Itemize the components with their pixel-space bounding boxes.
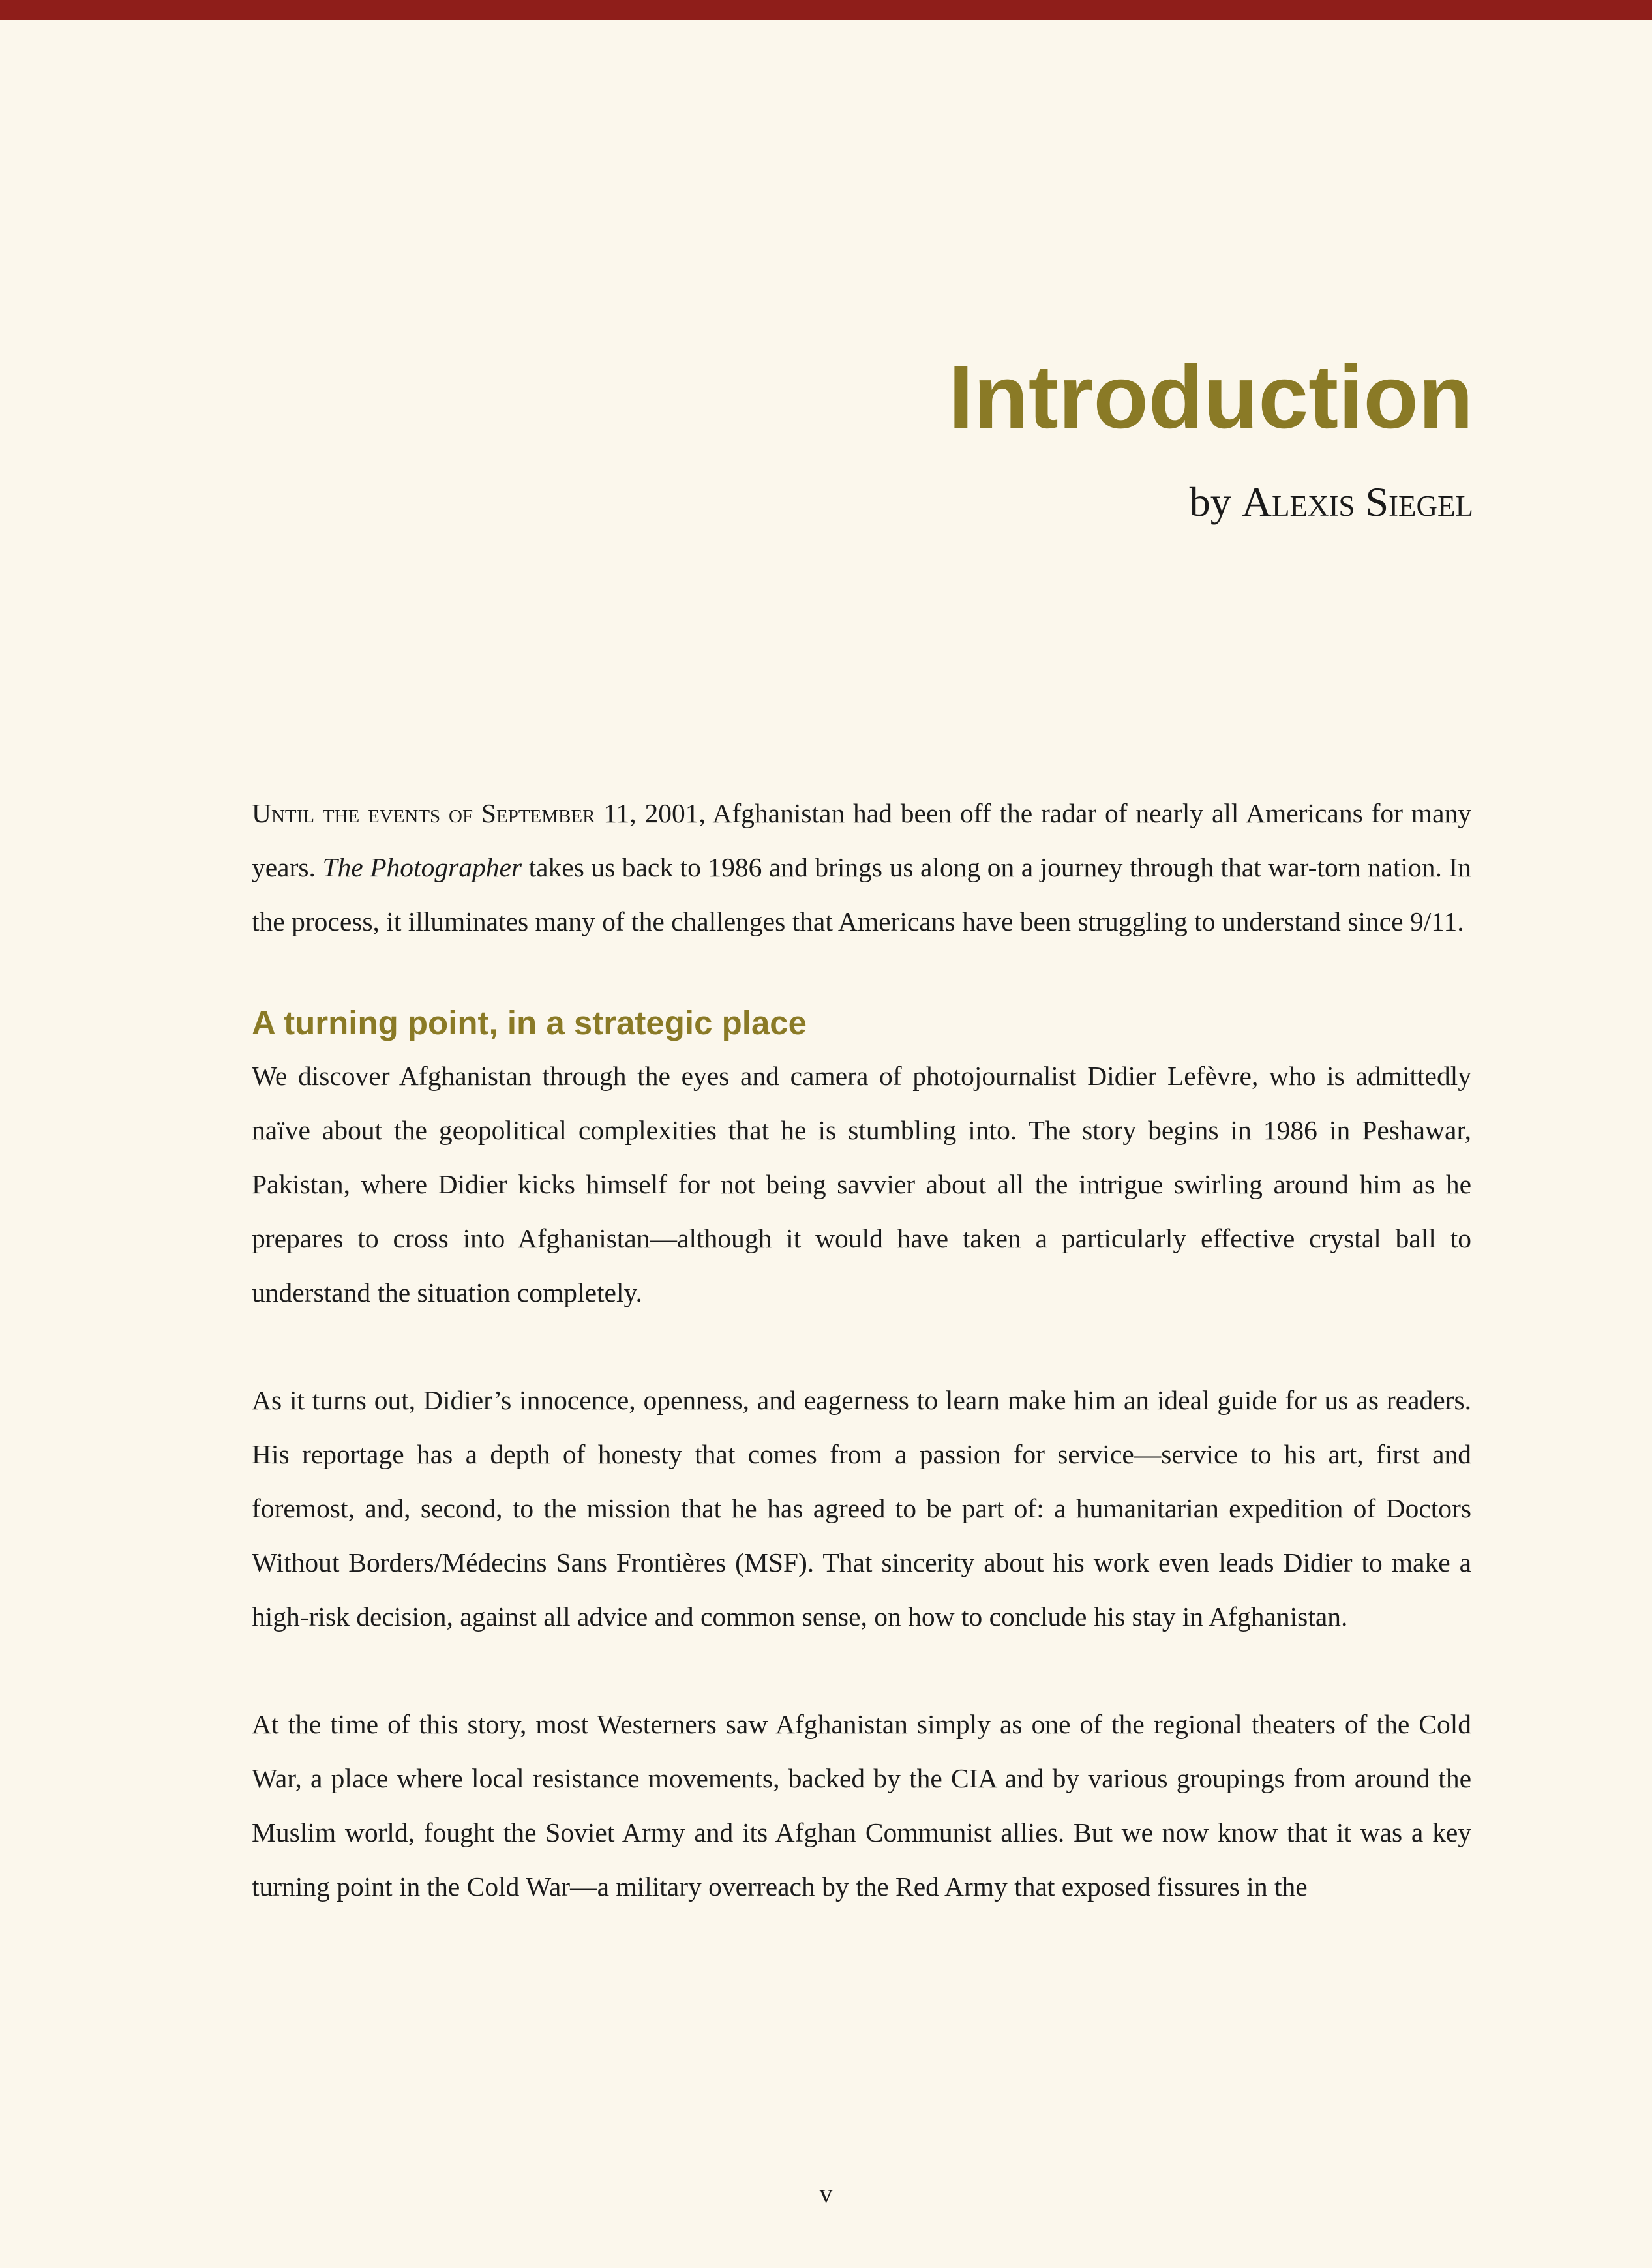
body-paragraph-3: At the time of this story, most Westerners saw Afghanistan simply as one of the regional theaters of the Cold War, a place where local resistance movements, backed by the CIA and by various groupings from around the Muslim world, fought the Soviet Army and its Afghan Communist allies. But we now know that it was a key turning point in the Cold War—a military overreach by the Red Army that exposed fissures in the	[252, 1709, 1471, 1902]
body-paragraph-1: We discover Afghanistan through the eyes and camera of photojournalist Didier Lefèvre, who is admittedly naïve about the geopolitical complexities that he is stumbling into. The story begins in 1986 in Peshawar, Pakistan, where Didier kicks himself for not being savvier about all the intrigue swirling around him as he prepares to cross into Afghanistan—although it would have taken a particularly effective crystal ball to understand the situation completely.	[252, 1061, 1471, 1307]
intro-paragraph	[252, 786, 1471, 949]
byline-prefix: by	[1189, 479, 1231, 525]
book-title-italic: The Photographer	[322, 852, 522, 882]
section-heading: A turning point, in a strategic place	[252, 1004, 807, 1041]
page-title: Introduction	[948, 347, 1473, 447]
byline-author: Alexis Siegel	[1241, 479, 1473, 525]
byline	[1190, 481, 1473, 523]
intro-lead-in: Until the events of September 11, 2001,	[252, 798, 706, 828]
body-paragraph-2: As it turns out, Didier’s innocence, openness, and eagerness to learn make him an ideal guide for us as readers. His reportage has a depth of honesty that comes from a passion for service—service to his art, first and foremost, and, second, to the mission that he has agreed to be part of: a humanitarian expedition of Doctors Without Borders/Médecins Sans Frontières (MSF). That sincerity about his work even leads Didier to make a high-risk decision, against all advice and common sense, on how to conclude his stay in Afghanistan.	[252, 1385, 1471, 1632]
page-number: v	[819, 2179, 833, 2208]
intro-text-part-1: Afghanistan had been off the radar of nearly all Americans for many years.	[252, 798, 1471, 882]
body-content	[252, 786, 1471, 1914]
top-color-rule	[0, 0, 1652, 20]
intro-text-part-2: takes us back to 1986 and brings us along on a journey through that war-torn nation. In the process, it illuminates many of the challenges that Americans have been struggling to understand since 9/11.	[252, 852, 1471, 936]
